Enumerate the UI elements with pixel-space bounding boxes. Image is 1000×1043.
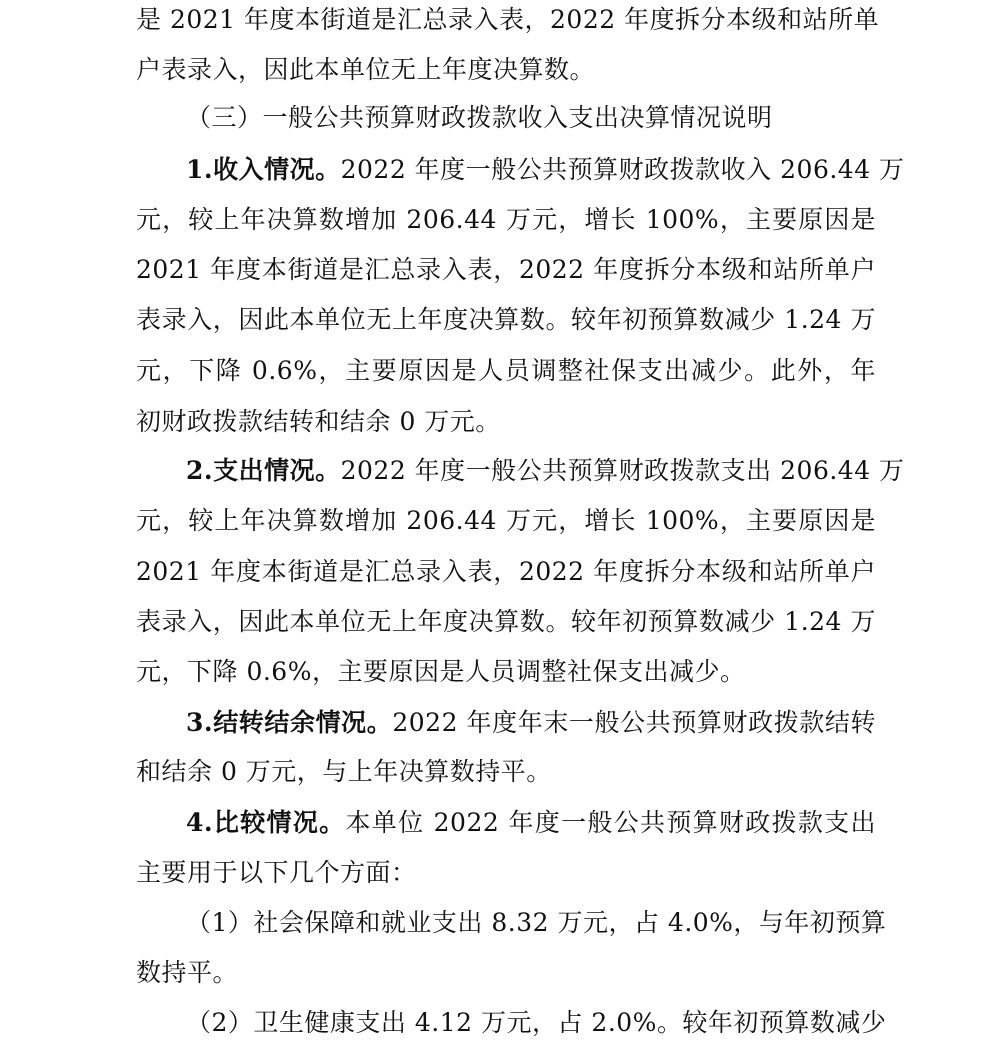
list-item-line: （2）卫生健康支出 4.12 万元，占 2.0%。较年初预算数减少 xyxy=(186,1008,887,1037)
text-line: 和结余 0 万元，与上年决算数持平。 xyxy=(136,757,552,786)
paragraph-lead-line: 3.结转结余情况。2022 年度年末一般公共预算财政拨款结转 xyxy=(186,708,876,737)
text-line: 表录入，因此本单位无上年度决算数。较年初预算数减少 1.24 万 xyxy=(136,607,876,636)
section-heading: （三）一般公共预算财政拨款收入支出决算情况说明 xyxy=(186,103,773,132)
paragraph-lead-line: 4.比较情况。本单位 2022 年度一般公共预算财政拨款支出 xyxy=(186,808,876,837)
paragraph-lead: 3.结转结余情况。 xyxy=(186,708,393,737)
text-line: 2021 年度本街道是汇总录入表，2022 年度拆分本级和站所单户 xyxy=(136,255,876,284)
paragraph-lead: 4.比较情况。 xyxy=(186,808,346,837)
text-line: 元，下降 0.6%，主要原因是人员调整社保支出减少。此外，年 xyxy=(136,356,876,385)
list-item-line: （1）社会保障和就业支出 8.32 万元，占 4.0%，与年初预算 xyxy=(186,908,887,937)
text-line: 初财政拨款结转和结余 0 万元。 xyxy=(136,407,501,436)
paragraph-lead-line: 1.收入情况。2022 年度一般公共预算财政拨款收入 206.44 万 xyxy=(186,155,905,184)
text-line: 2021 年度本街道是汇总录入表，2022 年度拆分本级和站所单户 xyxy=(136,557,876,586)
text-line: 表录入，因此本单位无上年度决算数。较年初预算数减少 1.24 万 xyxy=(136,305,876,334)
text-line: 元，较上年决算数增加 206.44 万元，增长 100%，主要原因是 xyxy=(136,506,876,535)
text-line: 数持平。 xyxy=(136,958,239,987)
paragraph-lead: 1.收入情况。 xyxy=(186,155,341,184)
paragraph-lead: 2.支出情况。 xyxy=(186,456,341,485)
text-line: 主要用于以下几个方面： xyxy=(136,858,417,887)
text-line: 元，较上年决算数增加 206.44 万元，增长 100%，主要原因是 xyxy=(136,205,876,234)
text-line: 是 2021 年度本街道是汇总录入表，2022 年度拆分本级和站所单 xyxy=(136,5,880,34)
paragraph-lead-line: 2.支出情况。2022 年度一般公共预算财政拨款支出 206.44 万 xyxy=(186,456,905,485)
text-line: 元，下降 0.6%，主要原因是人员调整社保支出减少。 xyxy=(136,657,746,686)
text-line: 户表录入，因此本单位无上年度决算数。 xyxy=(136,55,596,84)
